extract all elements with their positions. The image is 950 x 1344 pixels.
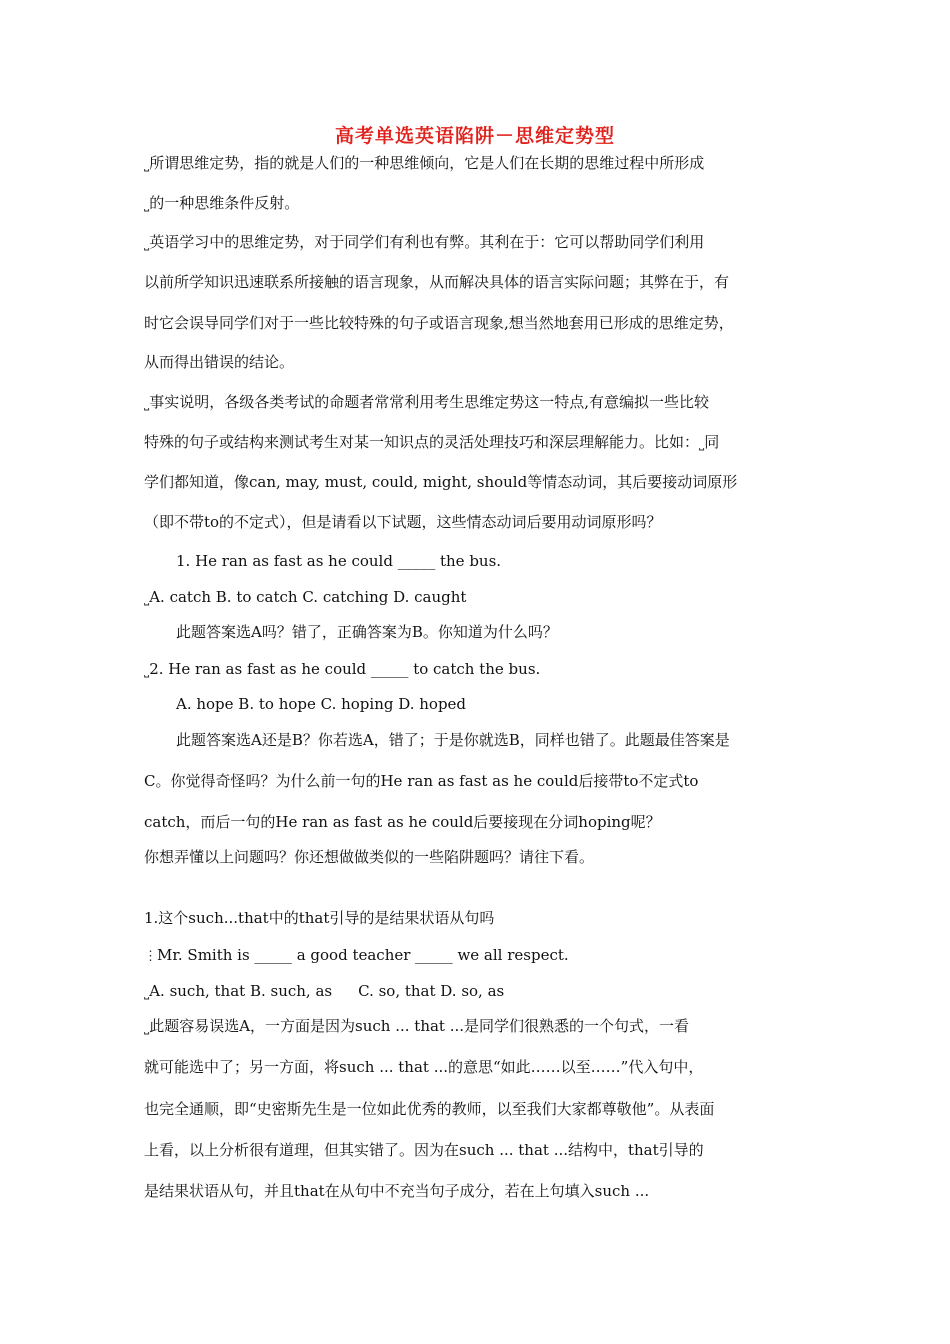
question-3-options: ⎵A. such, that B. such, as C. so, that D. so, as	[144, 982, 505, 1000]
text-line: ⎵事实说明，各级各类考试的命题者常常利用考生思维定势这一特点,有意编拟一些比较	[144, 393, 709, 411]
question-2: ⎵2. He ran as fast as he could _____ to catch the bus.	[144, 660, 541, 678]
question-3: ⋮Mr. Smith is _____ a good teacher _____ we all respect.	[144, 946, 569, 964]
text-line: catch，而后一句的He ran as fast as he could后要接现在分词hoping呢？	[144, 813, 661, 831]
text-line: 学们都知道，像can, may, must, could, might, should等情态动词，其后要接动词原形	[144, 473, 738, 491]
question-2-options: A. hope B. to hope C. hoping D. hoped	[176, 695, 467, 713]
text-line: 也完全通顺，即“史密斯先生是一位如此优秀的教师，以至我们大家都尊敬他”。从表面	[144, 1100, 715, 1118]
question-1: 1. He ran as fast as he could _____ the bus.	[176, 552, 502, 570]
text-line: 上看，以上分析很有道理，但其实错了。因为在such ... that ...结构中，that引导的	[144, 1141, 704, 1159]
text-line: 你想弄懂以上问题吗？你还想做做类似的一些陷阱题吗？请往下看。	[144, 848, 595, 866]
text-line: 是结果状语从句，并且that在从句中不充当句子成分，若在上句填入such ...	[144, 1182, 650, 1200]
text-line: 时它会误导同学们对于一些比较特殊的句子或语言现象,想当然地套用已形成的思维定势，	[144, 314, 734, 332]
text-line: C。你觉得奇怪吗？为什么前一句的He ran as fast as he could后接带to不定式to	[144, 772, 699, 790]
text-line: 此题答案选A还是B？你若选A，错了；于是你就选B，同样也错了。此题最佳答案是	[176, 731, 730, 749]
question-1-options: ⎵A. catch B. to catch C. catching D. caught	[144, 588, 467, 606]
text-line: 以前所学知识迅速联系所接触的语言现象，从而解决具体的语言实际问题；其弊在于，有	[144, 273, 730, 291]
text-line: ⎵的一种思维条件反射。	[144, 194, 300, 212]
text-line: ⎵此题容易误选A，一方面是因为such ... that ...是同学们很熟悉的一个句式，一看	[144, 1017, 690, 1035]
text-line: 就可能选中了；另一方面，将such ... that ...的意思“如此……以至……”代入句中，	[144, 1058, 704, 1076]
text-line: ⎵英语学习中的思维定势，对于同学们有利也有弊。其利在于：它可以帮助同学们利用	[144, 233, 705, 251]
text-line: （即不带to的不定式），但是请看以下试题，这些情态动词后要用动词原形吗？	[144, 513, 662, 531]
text-line: ⎵所谓思维定势，指的就是人们的一种思维倾向，它是人们在长期的思维过程中所形成	[144, 154, 705, 172]
text-line: 从而得出错误的结论。	[144, 353, 295, 371]
section-heading: 1.这个such...that中的that引导的是结果状语从句吗	[144, 909, 495, 927]
text-line: 此题答案选A吗？错了，正确答案为B。你知道为什么吗？	[176, 623, 558, 641]
text-line: 特殊的句子或结构来测试考生对某一知识点的灵活处理技巧和深层理解能力。比如：⎵同	[144, 433, 720, 451]
page-title: 高考单选英语陷阱－思维定势型	[334, 125, 615, 147]
